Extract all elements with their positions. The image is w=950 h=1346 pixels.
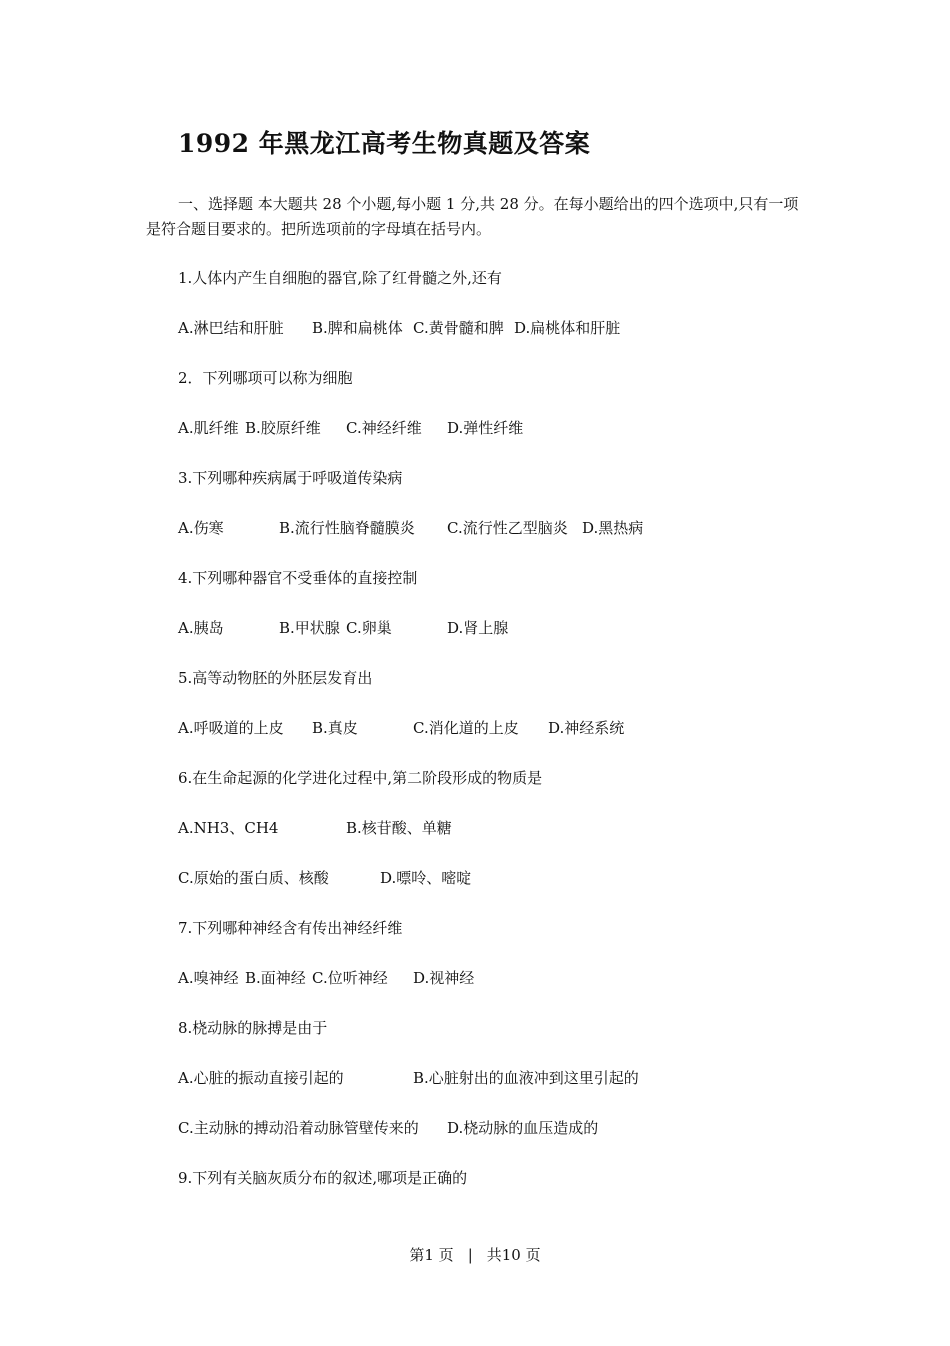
page-number: 第1 页: [409, 1246, 454, 1264]
option-c: C.流行性乙型脑炎: [447, 519, 568, 537]
question-2-options: [178, 417, 738, 439]
footer-separator: |: [467, 1246, 473, 1264]
option-b: B.胶原纤维: [245, 419, 321, 437]
question-5-options: [178, 717, 738, 739]
option-c: C.位听神经: [312, 969, 388, 987]
option-b: B.心脏射出的血液冲到这里引起的: [413, 1069, 639, 1087]
question-6: 6.在生命起源的化学进化过程中,第二阶段形成的物质是: [178, 769, 543, 787]
question-7-options: [178, 967, 738, 989]
option-a: A.肌纤维: [178, 419, 239, 437]
question-8-options-row-1: [178, 1067, 738, 1089]
question-9: 9.下列有关脑灰质分布的叙述,哪项是正确的: [178, 1169, 468, 1187]
question-4-options: [178, 617, 738, 639]
option-a: A.心脏的振动直接引起的: [178, 1069, 344, 1087]
question-8: 8.桡动脉的脉搏是由于: [178, 1019, 328, 1037]
option-a: A.淋巴结和肝脏: [178, 319, 284, 337]
question-5: 5.高等动物胚的外胚层发育出: [178, 669, 373, 687]
question-3: 3.下列哪种疾病属于呼吸道传染病: [178, 469, 403, 487]
option-b: B.流行性脑脊髓膜炎: [279, 519, 415, 537]
option-b: B.核苷酸、单糖: [346, 819, 452, 837]
option-d: D.黑热病: [582, 519, 644, 537]
option-a: A.伤寒: [178, 519, 224, 537]
option-b: B.脾和扁桃体: [312, 319, 403, 337]
question-6-options-row-2: [178, 867, 738, 889]
option-c: C.卵巢: [346, 619, 392, 637]
option-c: C.黄骨髓和脾: [413, 319, 504, 337]
option-d: D.神经系统: [548, 719, 625, 737]
question-4: 4.下列哪种器官不受垂体的直接控制: [178, 569, 418, 587]
question-3-options: [178, 517, 738, 539]
question-8-options-row-2: [178, 1117, 738, 1139]
option-c: C.原始的蛋白质、核酸: [178, 869, 329, 887]
option-d: D.扁桃体和肝脏: [514, 319, 621, 337]
question-2: 2．下列哪项可以称为细胞: [178, 369, 353, 387]
option-d: D.视神经: [413, 969, 475, 987]
option-b: B.面神经: [245, 969, 306, 987]
option-d: D.弹性纤维: [447, 419, 524, 437]
question-7: 7.下列哪种神经含有传出神经纤维: [178, 919, 403, 937]
page-footer: [0, 1244, 950, 1265]
option-c: C.神经纤维: [346, 419, 422, 437]
question-1-options: [178, 317, 738, 339]
page-total: 共10 页: [486, 1246, 541, 1264]
section-intro: 一、选择题 本大题共 28 个小题,每小题 1 分,共 28 分。在每小题给出的四个选项中,只有一项是符合题目要求的。把所选项前的字母填在括号内。: [146, 195, 799, 238]
question-1: 1.人体内产生自细胞的器官,除了红骨髓之外,还有: [178, 269, 502, 287]
question-6-options-row-1: [178, 817, 738, 839]
option-a: A.NH3、CH4: [178, 819, 279, 837]
option-b: B.真皮: [312, 719, 358, 737]
option-a: A.胰岛: [178, 619, 224, 637]
option-a: A.呼吸道的上皮: [178, 719, 284, 737]
option-d: D.桡动脉的血压造成的: [447, 1119, 599, 1137]
option-b: B.甲状腺: [279, 619, 340, 637]
option-d: D.肾上腺: [447, 619, 509, 637]
option-a: A.嗅神经: [178, 969, 239, 987]
option-c: C.消化道的上皮: [413, 719, 519, 737]
option-c: C.主动脉的搏动沿着动脉管壁传来的: [178, 1119, 419, 1137]
page-title: 1992 年黑龙江高考生物真题及答案: [178, 129, 591, 158]
option-d: D.嘌呤、嘧啶: [380, 869, 472, 887]
